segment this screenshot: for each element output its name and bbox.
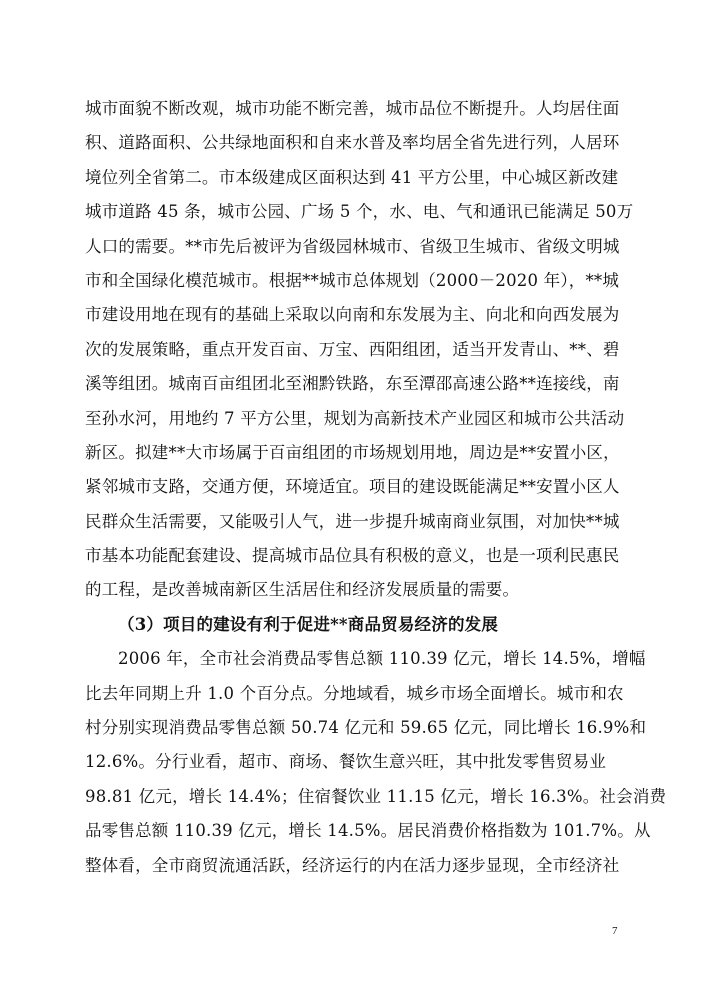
text-line: 新区。拟建**大市场属于百亩组团的市场规划用地，周边是**安置小区， <box>85 442 620 462</box>
text-line: 民群众生活需要，又能吸引人气，进一步提升城南商业氛围，对加快**城 <box>85 511 620 531</box>
text-line: 市建设用地在现有的基础上采取以向南和东发展为主、向北和向西发展为 <box>85 305 620 325</box>
text-line: 积、道路面积、公共绿地面积和自来水普及率均居全省先进行列，人居环 <box>85 133 620 153</box>
text-line: 城市面貌不断改观，城市功能不断完善，城市品位不断提升。人均居住面 <box>85 99 620 118</box>
text-line: 2006 年，全市社会消费品零售总额 110.39 亿元，增长 14.5%，增幅 <box>118 649 646 669</box>
text-line: 至孙水河，用地约 7 平方公里，规划为高新技术产业园区和城市公共活动 <box>85 408 625 428</box>
text-line: 98.81 亿元，增长 14.4%；住宿餐饮业 11.15 亿元，增长 16.3%。社会消费 <box>85 786 667 806</box>
text-line: 12.6%。分行业看，超市、商场、餐饮生意兴旺，其中批发零售贸易业 <box>85 752 607 772</box>
page-number: 7 <box>612 925 618 937</box>
text-line: 比去年同期上升 1.0 个百分点。分地域看，城乡市场全面增长。城市和农 <box>85 683 624 703</box>
body-text <box>85 92 667 883</box>
text-line: 城市道路 45 条，城市公园、广场 5 个，水、电、气和通讯已能满足 50万 <box>85 202 634 222</box>
text-line: 整体看，全市商贸流通活跃，经济运行的内在活力逐步显现，全市经济社 <box>85 855 620 875</box>
text-line: 村分别实现消费品零售总额 50.74 亿元和 59.65 亿元，同比增长 16.9%和 <box>85 718 647 738</box>
text-line: 人口的需要。**市先后被评为省级园林城市、省级卫生城市、省级文明城 <box>85 236 620 256</box>
text-line: 市和全国绿化模范城市。根据**城市总体规划（2000－2020 年），**城 <box>85 270 620 290</box>
text-line: 溪等组团。城南百亩组团北至湘黔铁路，东至潭邵高速公路**连接线，南 <box>85 374 620 394</box>
text-line: 市基本功能配套建设、提高城市品位具有积极的意义，也是一项利民惠民 <box>85 546 620 566</box>
text-line: 紧邻城市支路，交通方便，环境适宜。项目的建设既能满足**安置小区人 <box>85 477 620 497</box>
text-line: 次的发展策略，重点开发百亩、万宝、西阳组团，适当开发青山、**、碧 <box>85 339 620 359</box>
text-line: 境位列全省第二。市本级建成区面积达到 41 平方公里，中心城区新改建 <box>85 167 619 187</box>
text-line: 品零售总额 110.39 亿元，增长 14.5%。居民消费价格指数为 101.7%。从 <box>85 821 651 841</box>
text-line: 的工程，是改善城南新区生活居住和经济发展质量的需要。 <box>85 580 520 600</box>
section-heading: （3）项目的建设有利于促进**商品贸易经济的发展 <box>118 614 499 634</box>
